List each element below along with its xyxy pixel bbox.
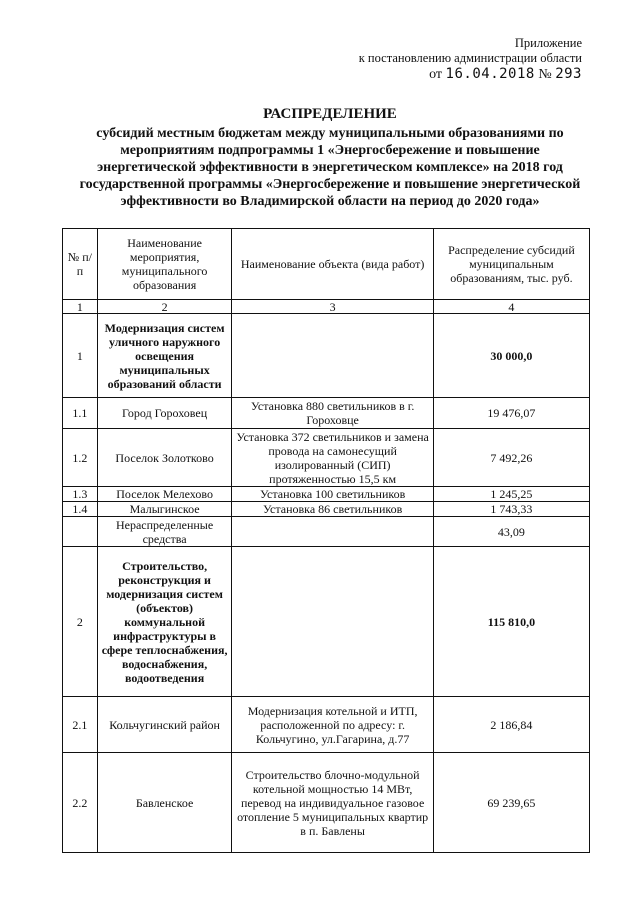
row-sum: 115 810,0 — [433, 547, 589, 697]
row-object: Установка 372 светильников и замена провода на самонесущий изолированный (СИП) протяженностью 15,5 км — [232, 429, 433, 487]
row-num: 2.2 — [63, 753, 98, 853]
row-object — [232, 517, 433, 547]
row-name: Малыгинское — [97, 502, 232, 517]
row-num: 1.1 — [63, 398, 98, 429]
row-name: Поселок Золотково — [97, 429, 232, 487]
table-row — [63, 547, 590, 697]
row-name: Нераспределенные средства — [97, 517, 232, 547]
subsidy-table — [62, 228, 590, 853]
row-name: Строительство, реконструкция и модернизация систем (объектов) коммунальной инфраструктуры в сфере теплоснабжения, водоснабжения, водоотведения — [97, 547, 232, 697]
column-number: 4 — [433, 300, 589, 314]
header-name: Наименование мероприятия, муниципального образования — [97, 229, 232, 300]
row-num — [63, 517, 98, 547]
table-row — [63, 487, 590, 502]
row-object: Установка 100 светильников — [232, 487, 433, 502]
title-line: мероприятиям подпрограммы 1 «Энергосбережение и повышение — [120, 143, 540, 158]
row-sum: 1 245,25 — [433, 487, 589, 502]
date-prefix: от — [429, 67, 443, 82]
table-row — [63, 517, 590, 547]
table-row — [63, 697, 590, 753]
title-line: эффективности во Владимирской области на период до 2020 года» — [120, 194, 540, 209]
row-name: Город Гороховец — [97, 398, 232, 429]
document-title — [40, 106, 620, 210]
header-object: Наименование объекта (вида работ) — [232, 229, 433, 300]
title-line: государственной программы «Энергосбережение и повышение энергетической — [79, 177, 581, 192]
title-line: субсидий местным бюджетам между муниципальными образованиями по — [96, 126, 564, 141]
row-sum: 69 239,65 — [433, 753, 589, 853]
decree-date: 16.04.2018 — [445, 66, 535, 82]
row-num: 1.3 — [63, 487, 98, 502]
table-row — [63, 502, 590, 517]
column-number-row — [63, 300, 590, 314]
row-sum: 2 186,84 — [433, 697, 589, 753]
decree-reference: к постановлению администрации области — [358, 51, 582, 65]
column-number: 3 — [232, 300, 433, 314]
row-object: Установка 880 светильников в г. Гороховце — [232, 398, 433, 429]
row-num: 2 — [63, 547, 98, 697]
table-row — [63, 429, 590, 487]
number-prefix: № — [538, 67, 552, 82]
row-num: 1.2 — [63, 429, 98, 487]
table-row — [63, 314, 590, 398]
row-name: Поселок Мелехово — [97, 487, 232, 502]
row-num: 1.4 — [63, 502, 98, 517]
row-sum: 1 743,33 — [433, 502, 589, 517]
table-header-row — [63, 229, 590, 300]
row-name: Модернизация систем уличного наружного освещения муниципальных образований области — [97, 314, 232, 398]
row-object: Строительство блочно-модульной котельной мощностью 14 МВт, перевод на индивидуальное газовое отопление 5 муниципальных квартир в п. Бавлены — [232, 753, 433, 853]
row-num: 2.1 — [63, 697, 98, 753]
row-object — [232, 314, 433, 398]
appendix-header — [359, 36, 582, 82]
row-object: Модернизация котельной и ИТП, расположенной по адресу: г. Кольчугино, ул.Гагарина, д.77 — [232, 697, 433, 753]
column-number: 1 — [63, 300, 98, 314]
header-num: № п/п — [63, 229, 98, 300]
row-name: Кольчугинский район — [97, 697, 232, 753]
table-row — [63, 753, 590, 853]
row-sum: 43,09 — [433, 517, 589, 547]
row-sum: 30 000,0 — [433, 314, 589, 398]
row-object — [232, 547, 433, 697]
row-num: 1 — [63, 314, 98, 398]
header-sum: Распределение субсидий муниципальным образованиям, тыс. руб. — [433, 229, 589, 300]
row-object: Установка 86 светильников — [232, 502, 433, 517]
title-line: энергетической эффективности в энергетическом комплексе» на 2018 год — [97, 160, 563, 175]
column-number: 2 — [97, 300, 232, 314]
title-heading: РАСПРЕДЕЛЕНИЕ — [263, 106, 397, 122]
row-name: Бавленское — [97, 753, 232, 853]
appendix-label: Приложение — [514, 36, 582, 50]
row-sum: 19 476,07 — [433, 398, 589, 429]
decree-number: 293 — [555, 66, 582, 82]
decree-date-line — [359, 67, 582, 82]
row-sum: 7 492,26 — [433, 429, 589, 487]
table-row — [63, 398, 590, 429]
